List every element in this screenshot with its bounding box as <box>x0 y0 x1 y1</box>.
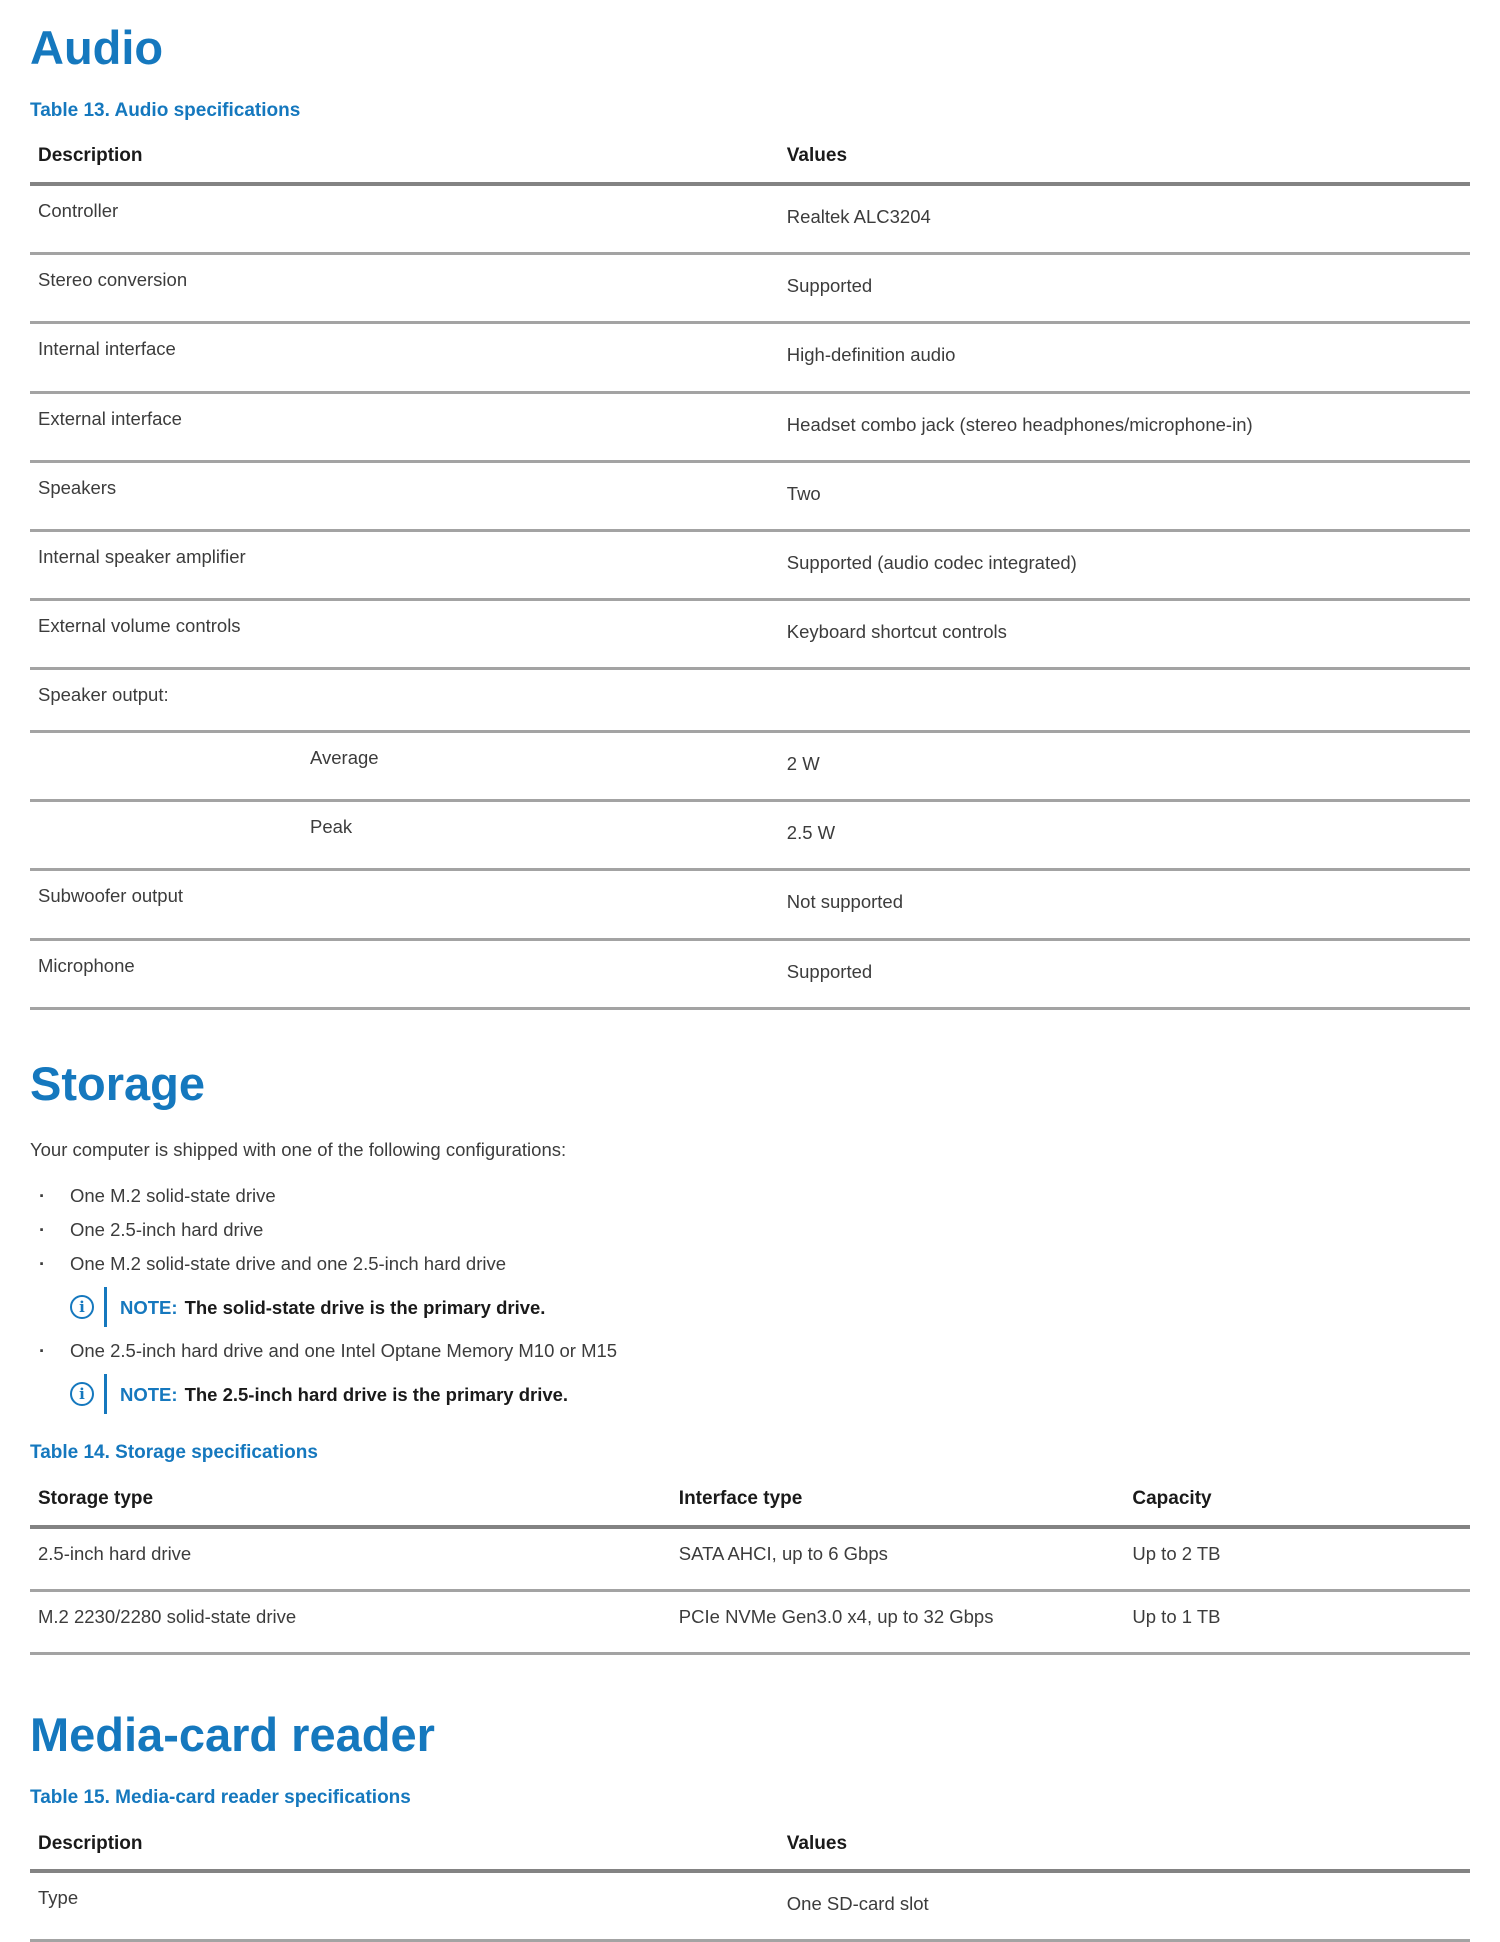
storage-config-list <box>30 1334 1470 1368</box>
list-item: · One 2.5-inch hard drive and one Intel Optane Memory M10 or M15 <box>30 1334 1470 1368</box>
table-row <box>30 461 1470 530</box>
table-row <box>30 1871 1470 1941</box>
table-row <box>30 870 1470 939</box>
capacity-cell: Up to 2 TB <box>1124 1527 1470 1591</box>
value-cell: Not supported <box>779 870 1470 939</box>
value-cell: 2.5 W <box>779 801 1470 870</box>
storage-intro-text: Your computer is shipped with one of the following configurations: <box>30 1138 1470 1161</box>
column-header-description: Description <box>30 1822 779 1872</box>
media-card-reader-heading: Media-card reader <box>30 1709 1470 1762</box>
value-cell: Headset combo jack (stereo headphones/microphone-in) <box>779 392 1470 461</box>
column-header-interface-type: Interface type <box>671 1477 1125 1527</box>
document-page <box>30 22 1470 1942</box>
note-callout <box>70 1371 1470 1417</box>
value-cell <box>779 669 1470 732</box>
value-cell: Supported (audio codec integrated) <box>779 530 1470 599</box>
value-cell: 2 W <box>779 732 1470 801</box>
note-label: NOTE: <box>120 1384 178 1405</box>
media-table-caption: Table 15. Media-card reader specifications <box>30 1786 1470 1810</box>
column-header-description: Description <box>30 134 779 184</box>
media-card-reader-section <box>30 1709 1470 1942</box>
note-body: The 2.5-inch hard drive is the primary drive. <box>185 1384 569 1405</box>
table-row <box>30 599 1470 668</box>
table-row <box>30 392 1470 461</box>
description-cell: Subwoofer output <box>30 870 779 939</box>
table-row <box>30 1527 1470 1591</box>
storage-section <box>30 1058 1470 1656</box>
note-callout <box>70 1284 1470 1330</box>
table-row <box>30 530 1470 599</box>
interface-type-cell: PCIe NVMe Gen3.0 x4, up to 32 Gbps <box>671 1591 1125 1654</box>
value-cell: Supported <box>779 939 1470 1008</box>
media-spec-table <box>30 1822 1470 1942</box>
value-cell: Realtek ALC3204 <box>779 184 1470 254</box>
table-header-row <box>30 1477 1470 1527</box>
table-header-row <box>30 134 1470 184</box>
list-item: · One M.2 solid-state drive and one 2.5-inch hard drive <box>30 1247 1470 1281</box>
list-item: · One 2.5-inch hard drive <box>30 1213 1470 1247</box>
note-text <box>120 1296 545 1319</box>
column-header-values: Values <box>779 134 1470 184</box>
value-cell: One SD-card slot <box>779 1871 1470 1941</box>
table-row <box>30 732 1470 801</box>
storage-config-list <box>30 1179 1470 1281</box>
table-row <box>30 801 1470 870</box>
note-divider <box>104 1374 107 1414</box>
description-cell: External interface <box>30 392 779 461</box>
description-cell: Type <box>30 1871 779 1941</box>
capacity-cell: Up to 1 TB <box>1124 1591 1470 1654</box>
column-header-storage-type: Storage type <box>30 1477 671 1527</box>
info-icon: i <box>70 1382 94 1406</box>
note-text <box>120 1383 568 1406</box>
audio-spec-table <box>30 134 1470 1009</box>
audio-heading: Audio <box>30 22 1470 75</box>
description-cell: Speakers <box>30 461 779 530</box>
description-cell: Average <box>30 732 779 801</box>
table-row <box>30 323 1470 392</box>
column-header-capacity: Capacity <box>1124 1477 1470 1527</box>
list-item: · One M.2 solid-state drive <box>30 1179 1470 1213</box>
table-row <box>30 184 1470 254</box>
storage-heading: Storage <box>30 1058 1470 1111</box>
value-cell: High-definition audio <box>779 323 1470 392</box>
value-cell: Keyboard shortcut controls <box>779 599 1470 668</box>
note-body: The solid-state drive is the primary drive. <box>185 1297 546 1318</box>
info-icon: i <box>70 1295 94 1319</box>
column-header-values: Values <box>779 1822 1470 1872</box>
description-cell: Microphone <box>30 939 779 1008</box>
storage-type-cell: M.2 2230/2280 solid-state drive <box>30 1591 671 1654</box>
description-cell: External volume controls <box>30 599 779 668</box>
description-cell: Peak <box>30 801 779 870</box>
value-cell: Supported <box>779 254 1470 323</box>
table-row <box>30 254 1470 323</box>
description-cell: Controller <box>30 184 779 254</box>
table-header-row <box>30 1822 1470 1872</box>
audio-table-caption: Table 13. Audio specifications <box>30 99 1470 123</box>
interface-type-cell: SATA AHCI, up to 6 Gbps <box>671 1527 1125 1591</box>
storage-spec-table <box>30 1477 1470 1655</box>
table-row <box>30 1591 1470 1654</box>
description-cell: Internal speaker amplifier <box>30 530 779 599</box>
table-row <box>30 939 1470 1008</box>
value-cell: Two <box>779 461 1470 530</box>
description-cell: Internal interface <box>30 323 779 392</box>
description-cell: Stereo conversion <box>30 254 779 323</box>
description-cell: Speaker output: <box>30 669 779 732</box>
storage-type-cell: 2.5-inch hard drive <box>30 1527 671 1591</box>
audio-section <box>30 22 1470 1010</box>
storage-table-caption: Table 14. Storage specifications <box>30 1441 1470 1465</box>
note-label: NOTE: <box>120 1297 178 1318</box>
note-divider <box>104 1287 107 1327</box>
table-group-row <box>30 669 1470 732</box>
